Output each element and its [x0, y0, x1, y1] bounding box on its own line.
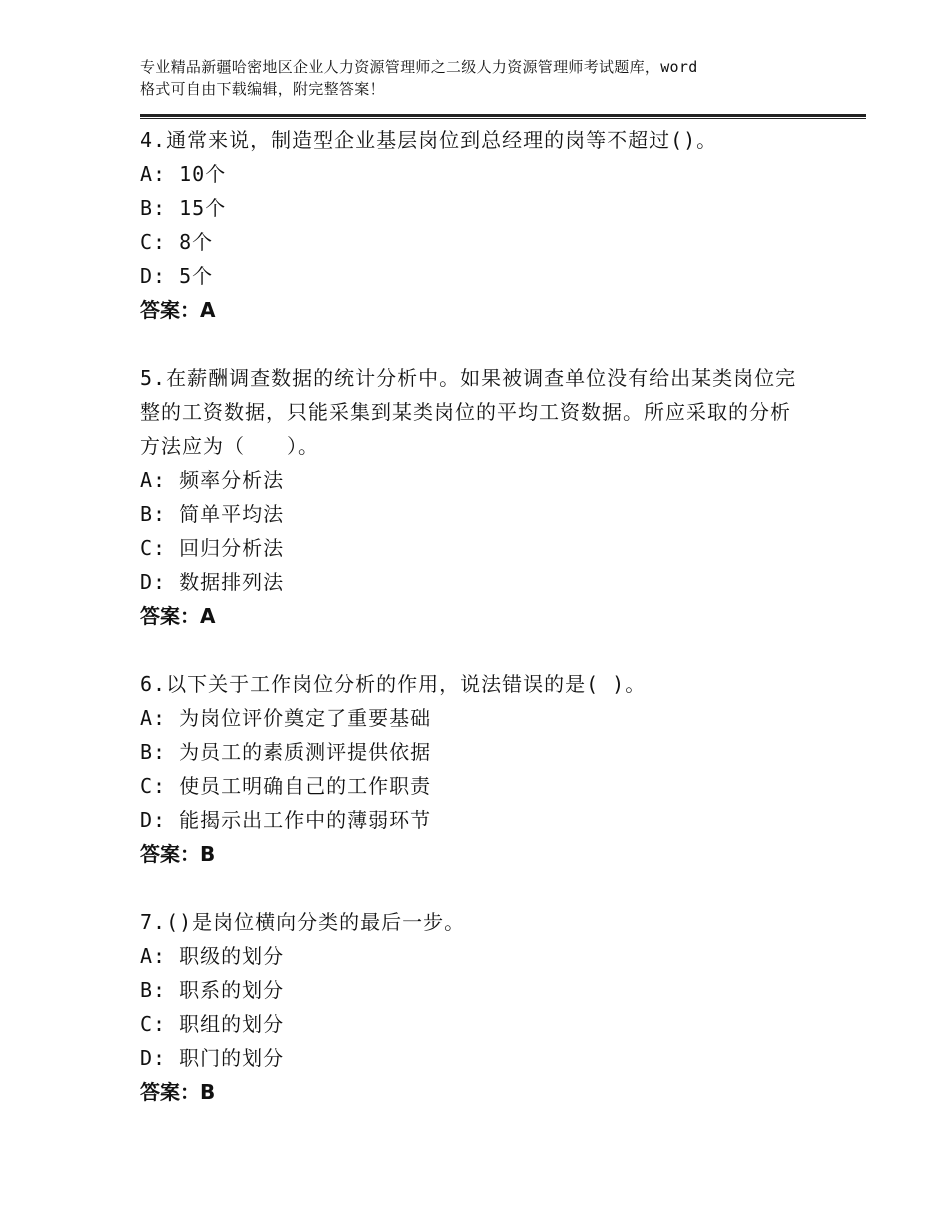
- question-stem: 6.以下关于工作岗位分析的作用，说法错误的是( )。: [140, 672, 647, 696]
- question-6: [140, 667, 866, 871]
- question-4: [140, 123, 866, 327]
- option-a: A: 10个: [140, 162, 227, 186]
- option-b: B: 为员工的素质测评提供依据: [140, 740, 432, 764]
- question-7: [140, 905, 866, 1109]
- answer-label: 答案：B: [140, 1080, 216, 1104]
- option-c: C: 8个: [140, 230, 214, 254]
- answer-label: 答案：A: [140, 298, 216, 322]
- question-stem: 4.通常来说，制造型企业基层岗位到总经理的岗等不超过()。: [140, 128, 718, 152]
- question-stem: 5.在薪酬调查数据的统计分析中。如果被调查单位没有给出某类岗位完整的工资数据，只能采集到某类岗位的平均工资数据。所应采取的分析方法应为（ ）。: [140, 366, 797, 458]
- option-a: A: 职级的划分: [140, 944, 285, 968]
- document-page: [140, 56, 866, 1109]
- document-header: [140, 56, 830, 100]
- answer-label: 答案：B: [140, 842, 216, 866]
- header-line-1: 专业精品新疆哈密地区企业人力资源管理师之二级人力资源管理师考试题库，word: [140, 58, 698, 76]
- option-c: C: 职组的划分: [140, 1012, 285, 1036]
- spacer: [140, 327, 866, 361]
- option-d: D: 职门的划分: [140, 1046, 285, 1070]
- option-d: D: 能揭示出工作中的薄弱环节: [140, 808, 432, 832]
- header-line-2: 格式可自由下载编辑，附完整答案！: [140, 80, 385, 98]
- spacer: [140, 871, 866, 905]
- question-5: [140, 361, 866, 633]
- option-b: B: 15个: [140, 196, 227, 220]
- question-stem: 7.()是岗位横向分类的最后一步。: [140, 910, 466, 934]
- option-b: B: 简单平均法: [140, 502, 285, 526]
- option-b: B: 职系的划分: [140, 978, 285, 1002]
- option-c: C: 回归分析法: [140, 536, 285, 560]
- option-a: A: 频率分析法: [140, 468, 285, 492]
- option-d: D: 数据排列法: [140, 570, 285, 594]
- answer-label: 答案：A: [140, 604, 216, 628]
- header-divider: [140, 114, 866, 119]
- option-a: A: 为岗位评价奠定了重要基础: [140, 706, 432, 730]
- spacer: [140, 633, 866, 667]
- option-d: D: 5个: [140, 264, 214, 288]
- option-c: C: 使员工明确自己的工作职责: [140, 774, 432, 798]
